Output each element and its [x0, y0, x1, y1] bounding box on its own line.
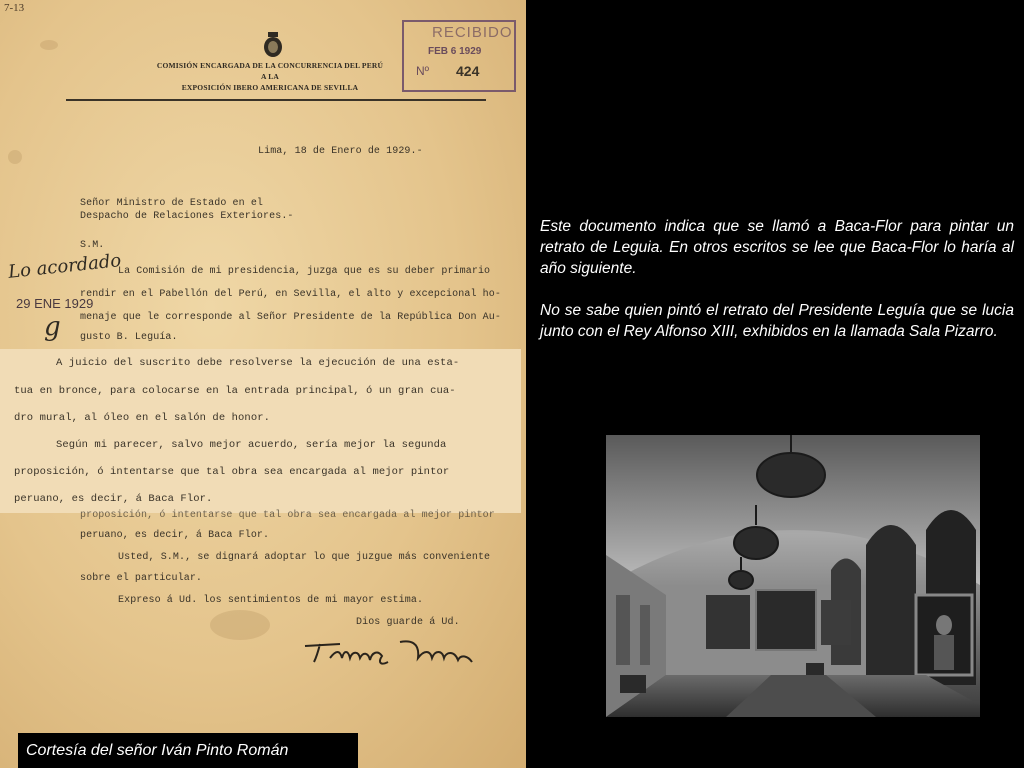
description-text — [540, 216, 1014, 363]
date-line: Lima, 18 de Enero de 1929.- — [258, 146, 423, 157]
credit-caption: Cortesía del señor Iván Pinto Román — [18, 733, 358, 768]
signature — [300, 638, 500, 668]
excerpt-line: proposición, ó intentarse que tal obra sea encargada al mejor pintor — [14, 466, 450, 478]
letter-line: Usted, S.M., se dignará adoptar lo que juzgue más conveniente — [118, 552, 491, 563]
address-line: Despacho de Relaciones Exteriores.- — [80, 211, 294, 222]
letter-line: sobre el particular. — [80, 573, 203, 584]
stamp-title: RECIBIDO — [432, 24, 513, 41]
handwritten-note: Lo acordado — [7, 250, 123, 283]
excerpt-line: peruano, es decir, á Baca Flor. — [14, 493, 213, 505]
description-paragraph: Este documento indica que se llamó a Baca-Flor para pintar un retrato de Leguia. En otros escritos se lee que Baca-Flor lo haría al año siguiente. — [540, 218, 1014, 277]
stamp-date: FEB 6 1929 — [428, 46, 482, 57]
paragraph-line: rendir en el Pabellón del Perú, en Sevilla, el alto y excepcional ho- — [80, 289, 501, 300]
received-stamp — [402, 20, 516, 92]
paragraph-line: La Comisión de mi presidencia, juzga que es su deber primario — [118, 266, 491, 277]
hall-interior-illustration — [606, 435, 980, 717]
handwritten-initial: g — [44, 312, 61, 342]
paragraph-line: menaje que le corresponde al Señor Presidente de la República Don Au- — [80, 312, 501, 323]
paragraph-line: gusto B. Leguía. — [80, 332, 178, 343]
letterhead-line: COMISIÓN ENCARGADA DE LA CONCURRENCIA DEL PERÚ — [156, 61, 384, 70]
excerpt-line: A juicio del suscrito debe resolverse la ejecución de una esta- — [56, 357, 460, 369]
received-date-stamp: 29 ENE 1929 — [16, 296, 94, 311]
letter-line: Expreso á Ud. los sentimientos de mi mayor estima. — [118, 595, 424, 606]
excerpt-line: tua en bronce, para colocarse en la entrada principal, ó un gran cua- — [14, 385, 456, 397]
excerpt-line: Según mi parecer, salvo mejor acuerdo, sería mejor la segunda — [56, 439, 447, 451]
stain — [40, 40, 58, 50]
stamp-number-label: Nº — [416, 64, 430, 78]
excerpt-line: dro mural, al óleo en el salón de honor. — [14, 412, 271, 424]
letter-line: proposición, ó intentarse que tal obra sea encargada al mejor pintor — [80, 510, 495, 521]
coat-of-arms-icon — [258, 30, 288, 60]
reference-mark: 7-13 — [4, 2, 25, 14]
address-line: Señor Ministro de Estado en el — [80, 198, 264, 209]
salutation: S.M. — [80, 240, 105, 251]
stain — [210, 610, 270, 640]
letterhead-line: A LA — [260, 72, 280, 81]
description-paragraph: No se sabe quien pintó el retrato del Presidente Leguía que se lucia junto con el Rey Alfonso XIII, exhibidos en la llamada Sala Pizarro. — [540, 302, 1014, 340]
letter-line: peruano, es decir, á Baca Flor. — [80, 530, 270, 541]
letterhead-line: EXPOSICIÓN IBERO AMERICANA DE SEVILLA — [181, 83, 359, 92]
letterhead — [120, 60, 420, 93]
sala-pizarro-photo — [606, 435, 980, 717]
stamp-number: 424 — [456, 63, 480, 79]
stain — [8, 150, 22, 164]
enhanced-excerpt — [0, 349, 521, 513]
letterhead-rule — [66, 99, 486, 101]
closing-line: Dios guarde á Ud. — [356, 617, 460, 628]
